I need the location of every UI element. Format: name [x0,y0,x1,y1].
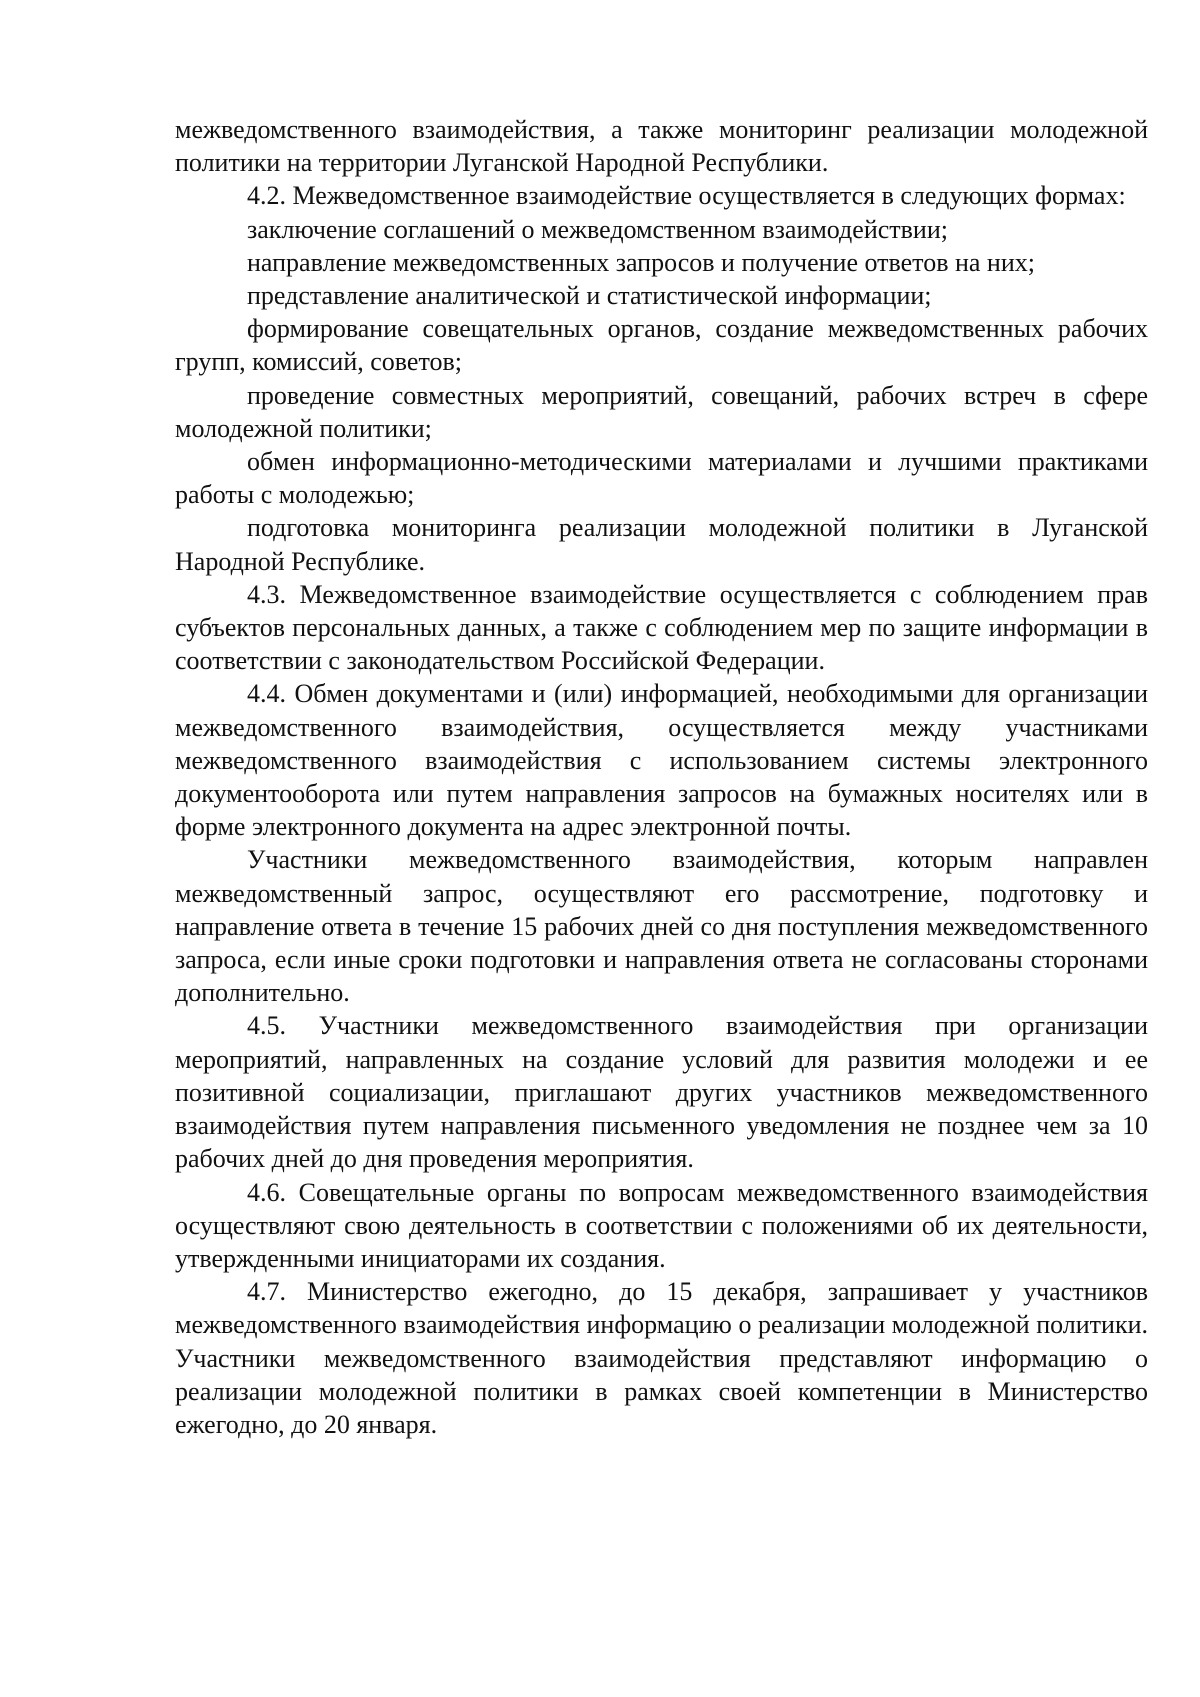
paragraph-4-6: 4.6. Совещательные органы по вопросам межведомственного взаимодействия осуществляют свою деятельность в соответствии с положениями об их деятельности, утвержденными инициаторами их создания. [175,1177,1148,1273]
list-item-requests: направление межведомственных запросов и получение ответов на них; [247,247,1035,277]
list-item-joint-events: проведение совместных мероприятий, совещаний, рабочих встреч в сфере молодежной политики; [175,380,1148,443]
list-item-monitoring: подготовка мониторинга реализации молодежной политики в Луганской Народной Республике. [175,513,1148,576]
paragraph-4-3: 4.3. Межведомственное взаимодействие осуществляется с соблюдением прав субъектов персональных данных, а также с соблюдением мер по защите информации в соответствии с законодательством Российской Федерации. [175,579,1148,676]
paragraph-4-4-response: Участники межведомственного взаимодействия, которым направлен межведомственный запрос, осуществляют его рассмотрение, подготовку и направление ответа в течение 15 рабочих дней со дня поступления межведомственного запроса, если иные сроки подготовки и направления ответа не согласованы сторонами дополнительно. [175,845,1148,1008]
list-item-advisory-bodies: формирование совещательных органов, создание межведомственных рабочих групп, комиссий, советов; [175,314,1148,377]
paragraph-4-2: 4.2. Межведомственное взаимодействие осуществляется в следующих формах: [247,181,1126,211]
document-page [175,113,1148,1441]
paragraph-4-5: 4.5. Участники межведомственного взаимодействия при организации мероприятий, направленных на создание условий для развития молодежи и ее позитивной социализации, приглашают других участников межведомственного взаимодействия путем направления письменного уведомления не позднее чем за 10 рабочих дней до дня проведения мероприятия. [175,1011,1148,1174]
list-item-analytics: представление аналитической и статистической информации; [247,281,932,311]
paragraph-4-7: 4.7. Министерство ежегодно, до 15 декабря, запрашивает у участников межведомственного взаимодействия информацию о реализации молодежной политики. Участники межведомственного взаимодействия представляют информацию о реализации молодежной политики в рамках своей компетенции в Министерство ежегодно, до 20 января. [175,1277,1148,1439]
list-item-exchange: обмен информационно-методическими материалами и лучшими практиками работы с молодежью; [175,447,1148,510]
list-item-agreements: заключение соглашений о межведомственном взаимодействии; [247,214,948,244]
paragraph-continuation: межведомственного взаимодействия, а также мониторинг реализации молодежной политики на территории Луганской Народной Республики. [175,115,1148,178]
paragraph-4-4: 4.4. Обмен документами и (или) информацией, необходимыми для организации межведомственного взаимодействия, осуществляется между участниками межведомственного взаимодействия с использованием системы электронного документооборота или путем направления запросов на бумажных носителях или в форме электронного документа на адрес электронной почты. [175,679,1148,842]
